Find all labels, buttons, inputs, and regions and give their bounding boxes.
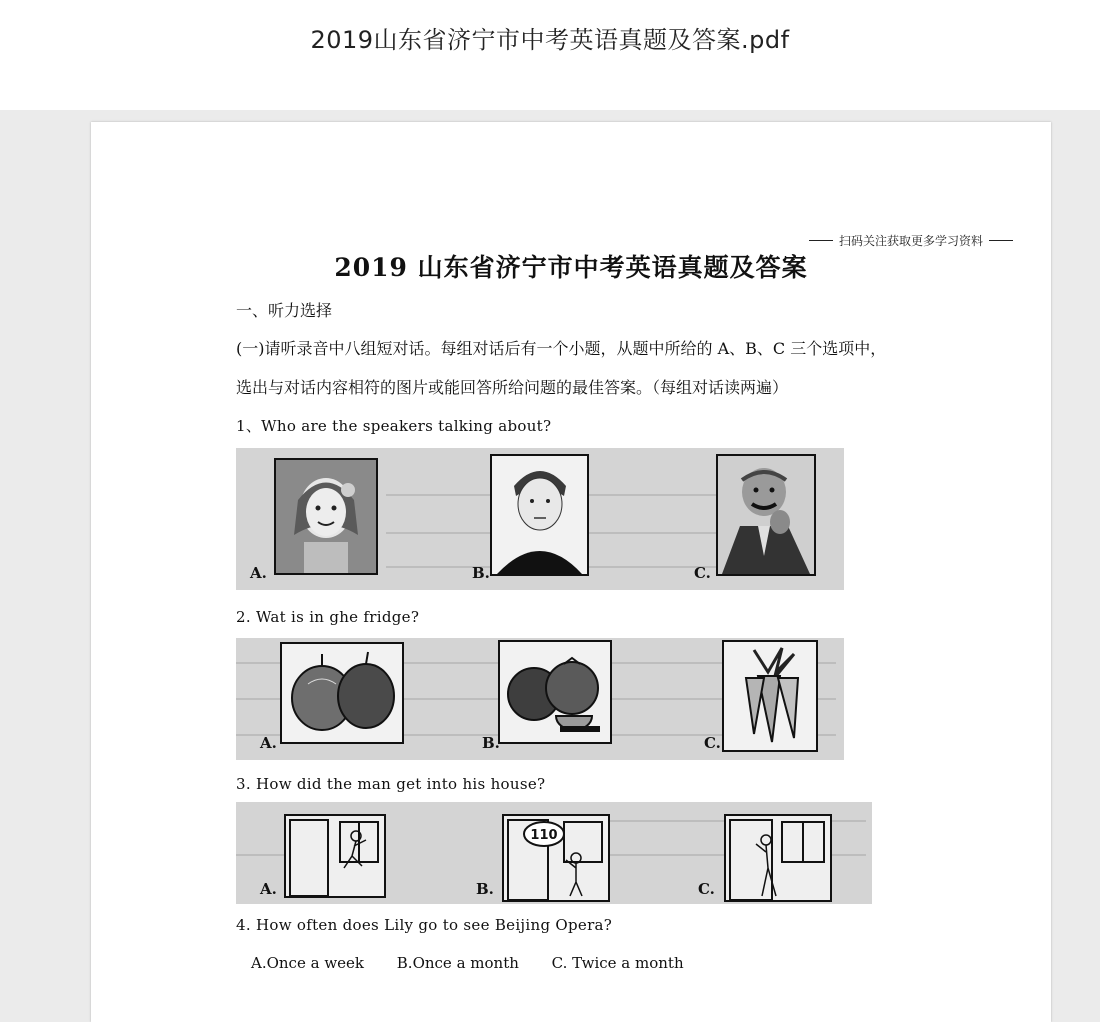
onions-image — [280, 642, 404, 744]
tomatoes-image — [498, 640, 612, 744]
option-b-label: B. — [482, 734, 500, 752]
question-2: 2. Wat is in ghe fridge? — [236, 608, 420, 626]
pdf-page — [91, 122, 1051, 1022]
man-climbing-window-image — [284, 814, 386, 898]
viewer-header — [0, 0, 1100, 110]
carrots-image — [722, 640, 818, 752]
question-4: 4. How often does Lily go to see Beijing Opera? — [236, 916, 613, 934]
option-c-label: C. — [694, 564, 711, 582]
option-c-label: C. — [698, 880, 715, 898]
instruction-line-1: (一)请听录音中八组短对话。每组对话后有一个小题，从题中所给的 A、B、C 三个选项中， — [236, 339, 887, 358]
section-heading: 一、听力选择 — [236, 301, 333, 320]
man-through-door-image — [724, 814, 832, 902]
question-1: 1、Who are the speakers talking about? — [236, 417, 552, 435]
option-a-label: A. — [250, 564, 267, 582]
q4-option-c: C. Twice a month — [551, 954, 684, 972]
page-tagline — [809, 232, 1013, 249]
sign-110-text: 110 — [530, 828, 558, 843]
question-3: 3. How did the man get into his house? — [236, 775, 546, 793]
option-c-label: C. — [704, 734, 721, 752]
option-a-label: A. — [260, 880, 277, 898]
document-title: 2019山东省济宁市中考英语真题及答案.pdf — [310, 26, 790, 54]
option-b-label: B. — [472, 564, 490, 582]
girl-portrait-image — [274, 458, 378, 575]
exam-title: 2019 山东省济宁市中考英语真题及答案 — [334, 253, 808, 282]
tagline-rule-left — [809, 240, 833, 241]
option-b-label: B. — [476, 880, 494, 898]
option-a-label: A. — [260, 734, 277, 752]
question-4-options — [251, 954, 712, 972]
tagline-rule-right — [989, 240, 1013, 241]
question-1-pictures — [236, 448, 844, 590]
question-2-pictures — [236, 638, 844, 760]
old-man-portrait-image — [716, 454, 816, 576]
young-man-portrait-image — [490, 454, 589, 576]
man-calling-110-image — [502, 814, 610, 902]
q4-option-a: A.Once a week — [251, 954, 364, 972]
tagline-text: 扫码关注获取更多学习资料 — [839, 234, 984, 248]
instruction-line-2: 选出与对话内容相符的图片或能回答所给问题的最佳答案。（每组对话读两遍） — [236, 378, 789, 397]
q4-option-b: B.Once a month — [396, 954, 519, 972]
question-3-pictures — [236, 802, 872, 904]
